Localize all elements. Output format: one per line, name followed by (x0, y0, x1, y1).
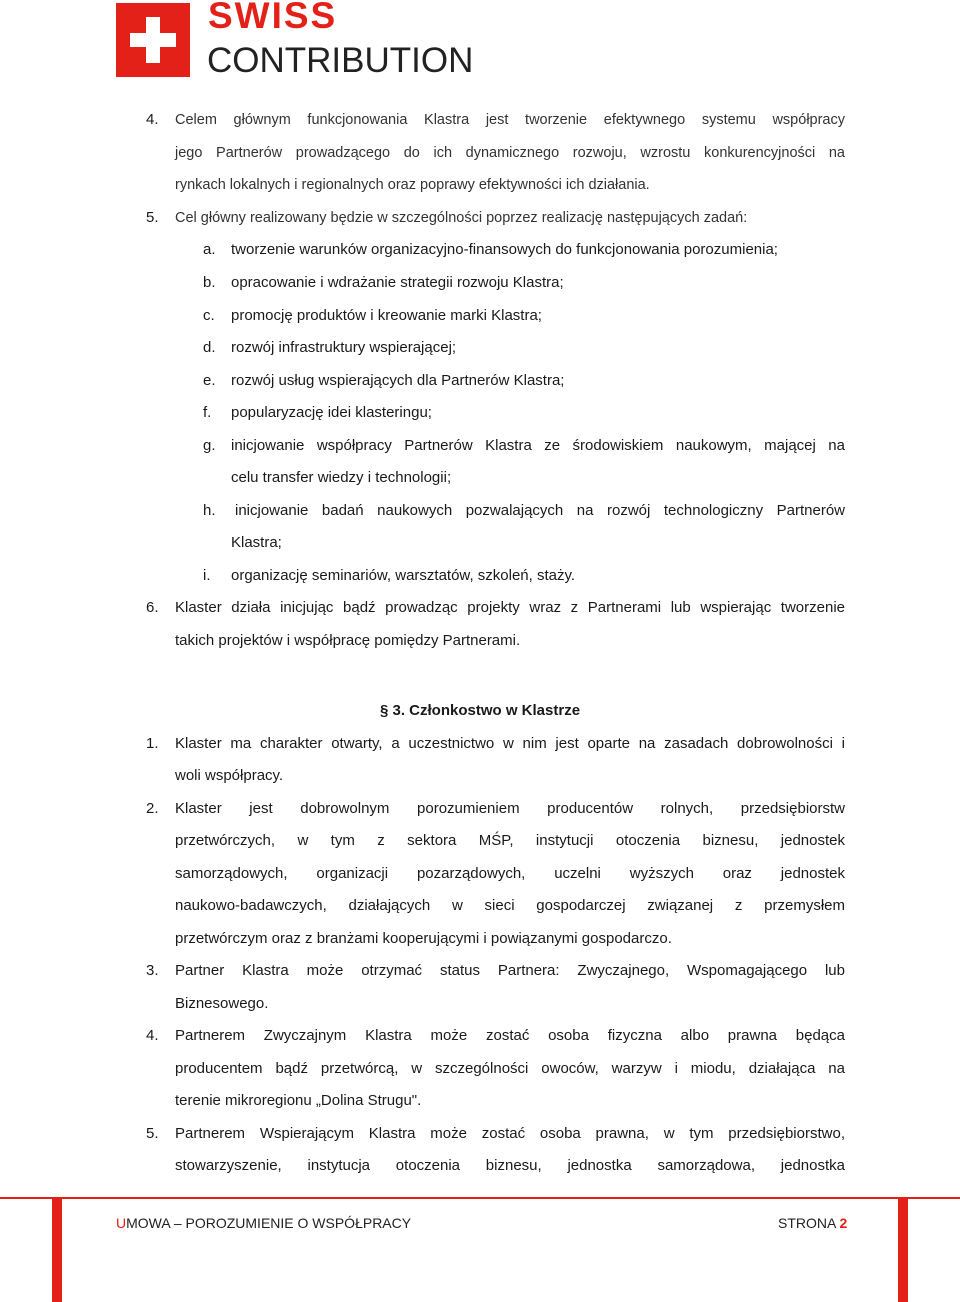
task-text: promocję produktów i kreowanie marki Klastra; (231, 307, 542, 324)
item-text: takich projektów i współpracę pomiędzy Partnerami. (175, 632, 521, 649)
footer-divider (0, 1197, 960, 1199)
footer-page-value: 2 (839, 1215, 848, 1231)
item-text: jego Partnerów prowadzącego do ich dynamicznego rozwoju, wzrostu konkurencyjności na (175, 145, 845, 161)
footer-right-bar (898, 1199, 908, 1302)
item-text: Partnerem Wspierającym Klastra może zostać osoba prawna, w tym przedsiębiorstwo, (175, 1125, 845, 1142)
item-text: Celem głównym funkcjonowania Klastra jest tworzenie efektywnego systemu współpracy (175, 112, 845, 128)
task-letter: f. (203, 404, 212, 421)
task-text: rozwój usług wspierających dla Partnerów Klastra; (231, 372, 565, 389)
item-text: naukowo-badawczych, działających w sieci gospodarczej związanej z przemysłem (175, 897, 845, 914)
item-number: 5. (146, 209, 159, 226)
task-letter: d. (203, 339, 216, 356)
task-text: inicjowanie współpracy Partnerów Klastra ze środowiskiem naukowym, mającej na (231, 437, 845, 454)
task-text: inicjowanie badań naukowych pozwalających na rozwój technologiczny Partnerów (235, 502, 845, 519)
item-text: Klaster ma charakter otwarty, a uczestnictwo w nim jest oparte na zasadach dobrowolności i (175, 735, 845, 752)
item-text: woli współpracy. (175, 767, 284, 784)
item-number: 2. (146, 800, 159, 817)
item-number: 5. (146, 1125, 159, 1142)
task-letter: i. (203, 567, 211, 584)
task-text: tworzenie warunków organizacyjno-finansowych do funkcjonowania porozumienia; (231, 241, 778, 258)
footer-page-label: STRONA (778, 1215, 840, 1231)
swiss-cross-logo (116, 3, 190, 77)
cross-vertical (146, 17, 160, 63)
item-text: rynkach lokalnych i regionalnych oraz poprawy efektywności ich działania. (175, 177, 650, 193)
task-letter: e. (203, 372, 216, 389)
task-text: popularyzację idei klasteringu; (231, 404, 432, 421)
item-text: Biznesowego. (175, 995, 269, 1012)
item-text: przetwórczych, w tym z sektora MŚP, instytucji otoczenia biznesu, jednostek (175, 832, 845, 849)
item-text: stowarzyszenie, instytucja otoczenia biznesu, jednostka samorządowa, jednostka (175, 1157, 845, 1174)
footer-document-title (116, 1214, 411, 1232)
item-text: Klaster działa inicjując bądź prowadząc projekty wraz z Partnerami lub wspierając tworzenie (175, 599, 845, 616)
task-text: Klastra; (231, 534, 282, 551)
item-text: terenie mikroregionu „Dolina Strugu". (175, 1092, 422, 1109)
task-letter: a. (203, 241, 216, 258)
section-heading: § 3. Członkostwo w Klastrze (380, 702, 581, 719)
task-text: rozwój infrastruktury wspierającej; (231, 339, 457, 356)
task-letter: h. (203, 502, 216, 519)
task-letter: b. (203, 274, 216, 291)
logo-text-contribution: CONTRIBUTION (207, 41, 474, 80)
item-text: przetwórczym oraz z branżami kooperującymi i powiązanymi gospodarczo. (175, 930, 672, 947)
item-number: 1. (146, 735, 159, 752)
task-text: opracowanie i wdrażanie strategii rozwoju Klastra; (231, 274, 564, 291)
item-text: Partnerem Zwyczajnym Klastra może zostać osoba fizyczna albo prawna będąca (175, 1027, 845, 1044)
logo-text-swiss: SWISS (208, 0, 338, 36)
footer-title-initial: U (116, 1215, 127, 1231)
item-text: Partner Klastra może otrzymać status Partnera: Zwyczajnego, Wspomagającego lub (175, 962, 845, 979)
item-text: Cel główny realizowany będzie w szczególności poprzez realizację następujących zadań: (175, 210, 748, 226)
item-number: 4. (146, 111, 159, 128)
item-number: 6. (146, 599, 159, 616)
item-number: 4. (146, 1027, 159, 1044)
task-letter: g. (203, 437, 216, 454)
item-number: 3. (146, 962, 159, 979)
task-letter: c. (203, 307, 215, 324)
footer-title-rest: MOWA – POROZUMIENIE O WSPÓŁPRACY (126, 1215, 412, 1231)
footer-left-bar (52, 1199, 62, 1302)
item-text: producentem bądź przetwórcą, w szczególności owoców, warzyw i miodu, działająca na (175, 1060, 845, 1077)
item-text: Klaster jest dobrowolnym porozumieniem producentów rolnych, przedsiębiorstw (175, 800, 845, 817)
item-text: samorządowych, organizacji pozarządowych, uczelni wyższych oraz jednostek (175, 865, 845, 882)
footer-page-number (778, 1214, 847, 1232)
task-text: organizację seminariów, warsztatów, szkoleń, staży. (231, 567, 576, 584)
task-text: celu transfer wiedzy i technologii; (231, 469, 452, 486)
